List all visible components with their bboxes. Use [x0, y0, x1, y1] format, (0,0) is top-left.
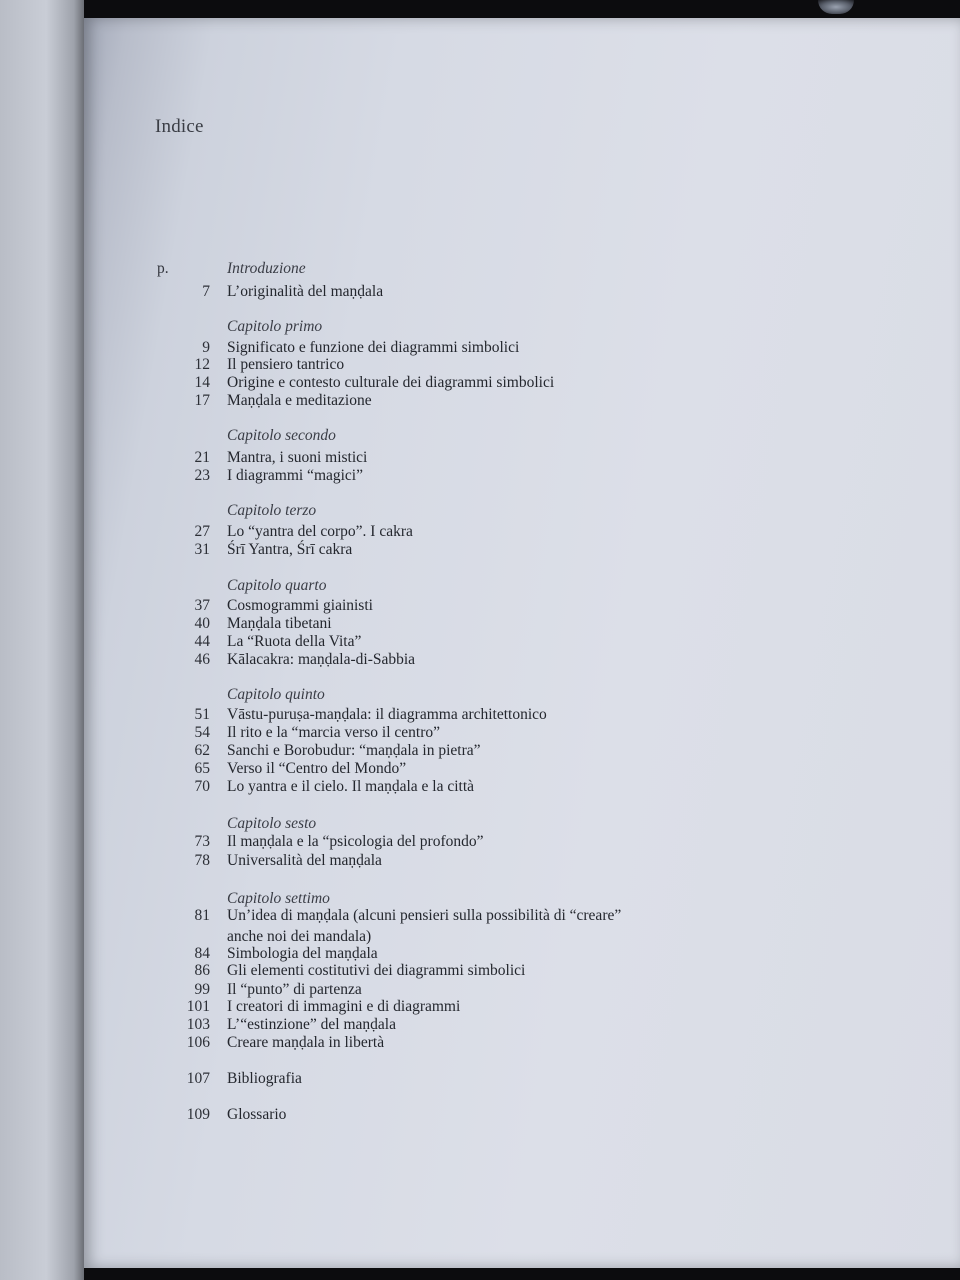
toc-entry-title: Creare maṇḍala in libertà — [227, 1034, 385, 1051]
toc-entry-title: I diagrammi “magici” — [227, 467, 363, 484]
toc-entry-title: Mantra, i suoni mistici — [227, 449, 368, 466]
toc-entry[interactable] — [0, 907, 960, 927]
toc-entry-title: Il rito e la “marcia verso il centro” — [227, 724, 441, 741]
toc-page-number: 7 — [202, 283, 210, 300]
toc-page-number: 40 — [194, 615, 210, 632]
toc-entry-title: Śrī Yantra, Śrī cakra — [227, 541, 353, 558]
toc-page-number: 17 — [194, 392, 210, 409]
toc-entry-title: Gli elementi costitutivi dei diagrammi simbolici — [227, 962, 526, 979]
toc-entry-title: Origine e contesto culturale dei diagrammi simbolici — [227, 374, 555, 391]
toc-entry[interactable] — [0, 633, 960, 653]
toc-entry-title: Sanchi e Borobudur: “maṇḍala in pietra” — [227, 742, 481, 759]
toc-page-number: 101 — [186, 998, 210, 1015]
toc-page-number: 9 — [202, 339, 210, 356]
page-title: Indice — [155, 116, 204, 137]
chapter-heading: Capitolo secondo — [227, 427, 336, 444]
toc-page-number: 44 — [194, 633, 210, 650]
toc-entry-title: Maṇḍala e meditazione — [227, 392, 372, 409]
toc-entry[interactable] — [0, 852, 960, 872]
toc-entry-title: anche noi dei mandala) — [227, 928, 372, 945]
chapter-heading: Capitolo quinto — [227, 686, 325, 703]
toc-entry[interactable] — [0, 1016, 960, 1036]
toc-entry[interactable] — [0, 523, 960, 543]
toc-entry[interactable] — [0, 392, 960, 412]
toc-entry[interactable] — [0, 541, 960, 561]
toc-page-number: 27 — [194, 523, 210, 540]
toc-entry-title: Simbologia del maṇḍala — [227, 945, 378, 962]
toc-entry-title: Maṇḍala tibetani — [227, 615, 332, 632]
toc-page-number: 107 — [186, 1070, 210, 1087]
toc-entry[interactable] — [0, 374, 960, 394]
toc-entry[interactable] — [0, 760, 960, 780]
toc-entry-title: Bibliografia — [227, 1070, 302, 1087]
toc-entry-title: Glossario — [227, 1106, 287, 1123]
chapter-heading: Capitolo terzo — [227, 502, 317, 519]
toc-page-number: 81 — [194, 907, 210, 924]
toc-entry[interactable] — [0, 651, 960, 671]
toc-entry[interactable] — [0, 724, 960, 744]
toc-page-number: 31 — [194, 541, 210, 558]
toc-page-number: 109 — [186, 1106, 210, 1123]
toc-entry[interactable] — [0, 615, 960, 635]
toc-page-number: 51 — [194, 706, 210, 723]
toc-entry-title: I creatori di immagini e di diagrammi — [227, 998, 461, 1015]
toc-page-number: 106 — [186, 1034, 210, 1051]
toc-page-number: 84 — [194, 945, 210, 962]
page-column-label: p. — [157, 260, 169, 277]
toc-page-number: 46 — [194, 651, 210, 668]
chapter-heading: Capitolo quarto — [227, 577, 327, 594]
chapter-heading: Capitolo settimo — [227, 890, 330, 907]
toc-entry[interactable] — [0, 1070, 960, 1090]
toc-page-number: 12 — [194, 356, 210, 373]
toc-page-number: 65 — [194, 760, 210, 777]
chapter-heading: Introduzione — [227, 260, 306, 277]
toc-page-number: 99 — [194, 981, 210, 998]
toc-entry-title: Il “punto” di partenza — [227, 981, 362, 998]
toc-entry-title: Lo yantra e il cielo. Il maṇḍala e la città — [227, 778, 475, 795]
toc-entry[interactable] — [0, 962, 960, 982]
toc-page-number: 86 — [194, 962, 210, 979]
toc-entry[interactable] — [0, 356, 960, 376]
toc-entry-title: Verso il “Centro del Mondo” — [227, 760, 407, 777]
toc-page-number: 73 — [194, 833, 210, 850]
toc-entry[interactable] — [0, 283, 960, 303]
toc-entry[interactable] — [0, 742, 960, 762]
toc-entry-title: L’“estinzione” del maṇḍala — [227, 1016, 396, 1033]
chapter-heading: Capitolo sesto — [227, 815, 317, 832]
toc-entry[interactable] — [0, 597, 960, 617]
toc-entry-title: Vāstu-puruṣa-maṇḍala: il diagramma architettonico — [227, 706, 547, 723]
toc-page-number: 21 — [194, 449, 210, 466]
toc-entry-title: Cosmogrammi giainisti — [227, 597, 373, 614]
toc-entry[interactable] — [0, 778, 960, 798]
toc-page-number: 37 — [194, 597, 210, 614]
toc-entry-title: Un’idea di maṇḍala (alcuni pensieri sulla possibilità di “creare” — [227, 907, 622, 924]
toc-entry-title: Il pensiero tantrico — [227, 356, 345, 373]
chapter-heading: Capitolo primo — [227, 318, 323, 335]
toc-page-number: 103 — [186, 1016, 210, 1033]
toc-entry-title: Lo “yantra del corpo”. I cakra — [227, 523, 413, 540]
toc-entry[interactable] — [0, 1106, 960, 1126]
toc-entry-title: L’originalità del maṇḍala — [227, 283, 384, 300]
toc-entry[interactable] — [0, 706, 960, 726]
toc-page-number: 70 — [194, 778, 210, 795]
toc-entry[interactable] — [0, 467, 960, 487]
toc-page-number: 54 — [194, 724, 210, 741]
toc-entry[interactable] — [0, 1034, 960, 1054]
toc-page-number: 62 — [194, 742, 210, 759]
toc-entry-title: La “Ruota della Vita” — [227, 633, 362, 650]
toc-entry-title: Kālacakra: maṇḍala-di-Sabbia — [227, 651, 416, 668]
toc-entry-title: Il maṇḍala e la “psicologia del profondo” — [227, 833, 484, 850]
toc-entry[interactable] — [0, 833, 960, 853]
toc-page-number: 23 — [194, 467, 210, 484]
toc-page-number: 78 — [194, 852, 210, 869]
toc-entry-title: Significato e funzione dei diagrammi simbolici — [227, 339, 520, 356]
toc-page-number: 14 — [194, 374, 210, 391]
toc-entry-title: Universalità del maṇḍala — [227, 852, 382, 869]
toc-entry[interactable] — [0, 998, 960, 1018]
toc-entry[interactable] — [0, 449, 960, 469]
